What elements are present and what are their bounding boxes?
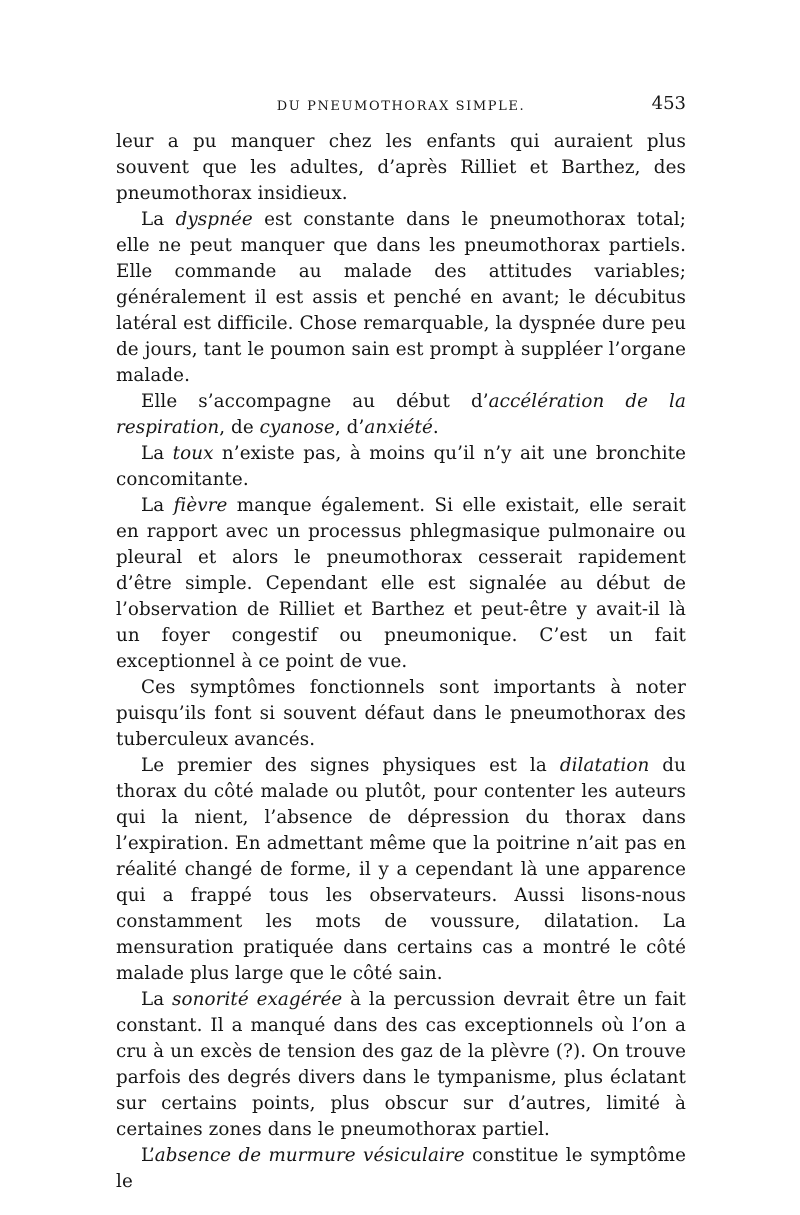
italic-term: sonorité exagérée: [172, 989, 343, 1010]
paragraph: La toux n’existe pas, à moins qu’il n’y ait une bronchite concomitante.: [116, 443, 687, 490]
running-head: [116, 93, 686, 123]
italic-term: absence de murmure vésiculaire: [154, 1145, 465, 1166]
italic-term: cyanose: [259, 417, 335, 438]
paragraph: La fièvre manque également. Si elle existait, elle serait en rapport avec un processus phlegmasique pulmonaire ou pleural et alors le pneumothorax cesserait rapidement d’être simple. Cependant elle est signalée au début de l’observation de Rilliet et Barthez et peut-être y avait-il là un foyer congestif ou pneumonique. C’est un fait exceptionnel à ce point de vue.: [116, 495, 686, 672]
paragraph: L’absence de murmure vésiculaire constitue le symptôme le: [116, 1145, 686, 1192]
body-text: [116, 129, 686, 1195]
page-number: 453: [651, 93, 686, 114]
italic-term: fièvre: [173, 495, 228, 516]
italic-term: toux: [172, 443, 214, 464]
paragraph: leur a pu manquer chez les enfants qui auraient plus souvent que les adultes, d’après Rilliet et Barthez, des pneumothorax insidieux.: [116, 131, 686, 204]
running-title: DU PNEUMOTHORAX SIMPLE.: [276, 99, 526, 114]
paragraph: La sonorité exagérée à la percussion devrait être un fait constant. Il a manqué dans des cas exceptionnels où l’on a cru à un excès de tension des gaz de la plèvre (?). On trouve parfois des degrés divers dans le tympanisme, plus éclatant sur certains points, plus obscur sur d’autres, limité à certaines zones dans le pneumothorax partiel.: [116, 989, 687, 1140]
paragraph: La dyspnée est constante dans le pneumothorax total; elle ne peut manquer que dans les pneumothorax partiels. Elle commande au malade des attitudes variables; généralement il est assis et penché en avant; le décubitus latéral est difficile. Chose remarquable, la dyspnée dure peu de jours, tant le poumon sain est prompt à suppléer l’organe malade.: [116, 209, 687, 386]
italic-term: accélération de la respiration: [116, 391, 686, 438]
italic-term: anxiété: [364, 417, 433, 438]
paragraph: Ces symptômes fonctionnels sont importants à noter puisqu’ils font si souvent défaut dans le pneumothorax des tuberculeux avancés.: [116, 677, 686, 750]
paragraph: Le premier des signes physiques est la dilatation du thorax du côté malade ou plutôt, pour contenter les auteurs qui la nient, l’absence de dépression du thorax dans l’expiration. En admettant même que la poitrine n’ait pas en réalité changé de forme, il y a cependant là une apparence qui a frappé tous les observateurs. Aussi lisons-nous constamment les mots de voussure, dilatation. La mensuration pratiquée dans certains cas a montré le côté malade plus large que le côté sain.: [116, 755, 686, 984]
italic-term: dyspnée: [175, 209, 253, 230]
italic-term: dilatation: [559, 755, 650, 776]
paragraph: Elle s’accompagne au début d’accélération de la respiration, de cyanose, d’anxiété.: [116, 391, 686, 438]
